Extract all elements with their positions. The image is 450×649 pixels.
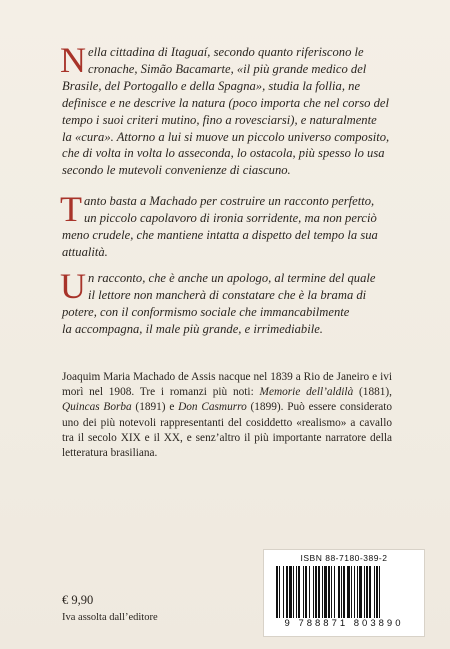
text-line: definisce e ne descrive la natura (poco importa che nel corso del [62, 95, 390, 110]
bio-text: (1881), [353, 386, 392, 399]
text-line: potere, con il conformismo sociale che immancabilmente [62, 304, 350, 319]
text-line: la «cura». Attorno a lui si muove un piccolo universo composito, [62, 129, 390, 144]
text-line: cronache, Simão Bacamarte, «il più grande medico del [88, 61, 367, 76]
author-bio [62, 370, 392, 461]
barcode-label [263, 549, 425, 637]
text-line: Brasile, del Portogallo e della Spagna», studia la follia, ne [62, 78, 361, 93]
bio-text: (1899). Può essere considerato uno dei più notevoli rappresentanti del cosiddetto «realismo» a cavallo tra il secolo XIX e il XX, e senz’altro il più importante narratore della letteratura brasiliana. [62, 401, 393, 460]
text-line: un piccolo capolavoro di ironia sorridente, ma non perciò [84, 210, 377, 225]
blurb-paragraph-3 [60, 266, 397, 338]
isbn-text: ISBN 88-7180-389-2 [300, 553, 388, 563]
book-title: Memorie dell’aldilà [259, 386, 354, 399]
blurb-paragraph-2 [60, 189, 397, 261]
vat-note: Iva assolta dall’editore [62, 612, 158, 623]
text-line: meno crudele, che mantiene intatta a dispetto del tempo la sua [62, 227, 378, 242]
price: € 9,90 [62, 593, 94, 607]
author-name: Joaquim Maria Machado de Assis [62, 371, 216, 383]
text-line: secondo le mutevoli convenienze di ciascuno. [62, 163, 291, 178]
blurb-paragraph-1 [60, 40, 397, 179]
dropcap: U [60, 266, 86, 306]
dropcap: N [60, 40, 86, 80]
text-line: il lettore non mancherà di constatare che è la brama di [88, 287, 367, 302]
dropcap: T [60, 189, 82, 229]
barcode-icon [274, 566, 414, 618]
text-line: ella cittadina di Itaguaí, secondo quanto riferiscono le [88, 45, 364, 59]
text-line: la accompagna, il male più grande, e irrimediabile. [62, 321, 323, 336]
text-line: che di volta in volta lo asseconda, lo ostacola, più spesso lo usa [62, 146, 385, 161]
bio-text: (1891) e [131, 401, 179, 414]
text-line: attualità. [62, 244, 108, 259]
book-title: Quincas Borba [62, 401, 132, 414]
text-line: tempo i suoi criteri mutino, fino a rovesciarsi), e naturalmente [62, 112, 377, 127]
ean-number: 9 788871 803890 [284, 618, 404, 629]
book-title: Don Casmurro [178, 401, 247, 414]
text-line: anto basta a Machado per costruire un racconto perfetto, [84, 194, 375, 208]
bio-text: nacque nel 1839 a Rio de Janeiro e ivi morì nel 1908. Tre i romanzi più noti: [62, 371, 392, 399]
text-line: n racconto, che è anche un apologo, al termine del quale [88, 271, 376, 285]
